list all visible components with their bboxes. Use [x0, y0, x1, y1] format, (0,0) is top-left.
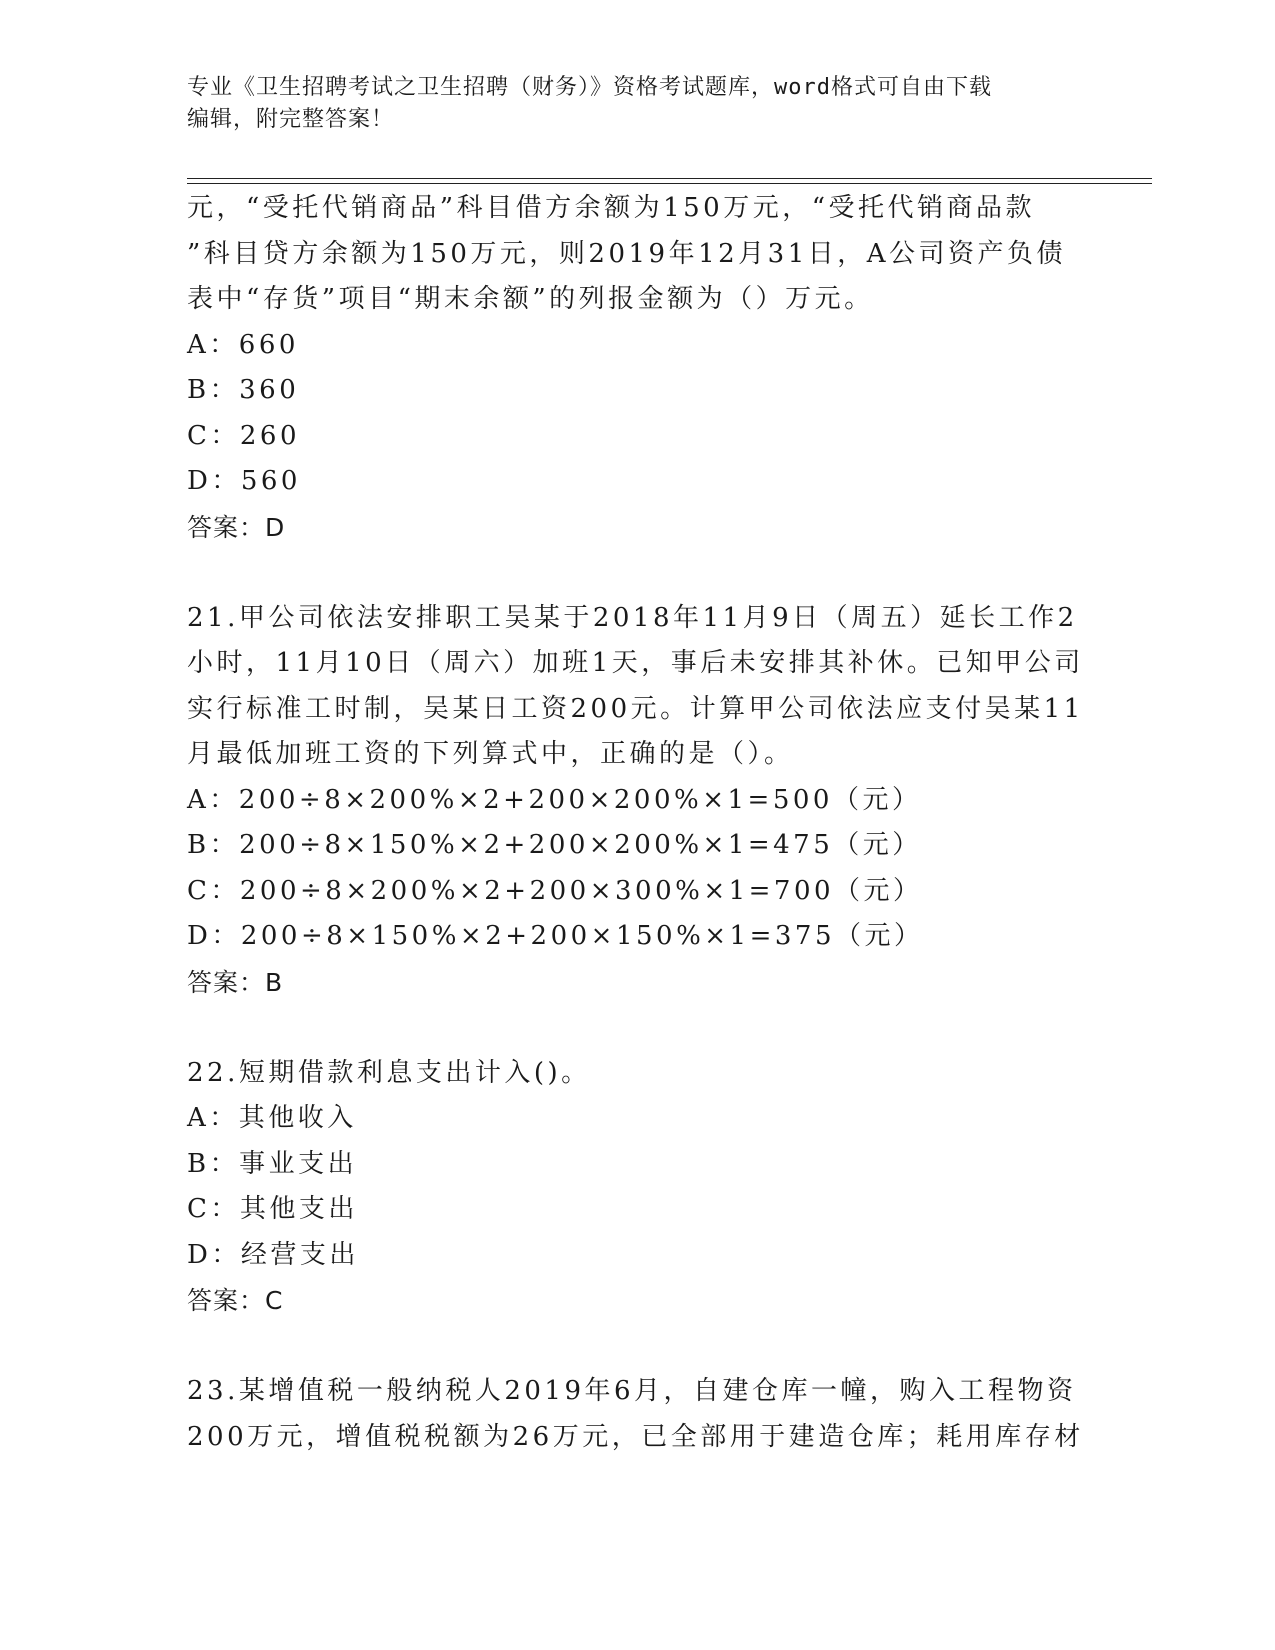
option-b: B：事业支出	[187, 1148, 358, 1179]
option-a: A：200÷8×200%×2+200×200%×1=500（元）	[187, 784, 922, 815]
question-stem-line: ”科目贷方余额为150万元，则2019年12月31日，A公司资产负债	[187, 238, 1067, 269]
header-line-1: 专业《卫生招聘考试之卫生招聘（财务）》资格考试题库，word格式可自由下载	[187, 75, 992, 100]
option-d: D：经营支出	[187, 1239, 359, 1270]
question-stem-line: 月最低加班工资的下列算式中，正确的是（）。	[187, 739, 794, 769]
option-c: C：其他支出	[187, 1194, 358, 1224]
option-a: A：660	[187, 329, 299, 360]
option-b: B：360	[187, 375, 300, 405]
question-20	[187, 186, 1087, 550]
option-d: D：560	[187, 466, 301, 496]
answer: 答案：C	[187, 1286, 284, 1315]
answer: 答案：B	[187, 967, 284, 997]
question-spacer	[187, 1005, 1087, 1051]
option-a: A：其他收入	[187, 1103, 357, 1133]
document-header	[187, 72, 1087, 136]
option-c: C：260	[187, 420, 301, 451]
question-stem-line: 23.某增值税一般纳税人2019年6月，自建仓库一幢，购入工程物资	[187, 1376, 1077, 1406]
header-line-2: 编辑，附完整答案！	[187, 107, 395, 132]
question-spacer	[187, 550, 1087, 596]
question-stem-line: 21.甲公司依法安排职工吴某于2018年11月9日（周五）延长工作2	[187, 602, 1078, 633]
question-stem-line: 实行标准工时制，吴某日工资200元。计算甲公司依法应支付吴某11	[187, 693, 1084, 724]
answer: 答案：D	[187, 512, 286, 542]
question-23	[187, 1369, 1087, 1460]
option-d: D：200÷8×150%×2+200×150%×1=375（元）	[187, 921, 924, 951]
question-list	[187, 186, 1087, 1460]
question-spacer	[187, 1324, 1087, 1370]
question-stem-line: 表中“存货”项目“期末余额”的列报金额为（）万元。	[187, 284, 874, 314]
option-b: B：200÷8×150%×2+200×200%×1=475（元）	[187, 830, 922, 860]
question-stem-line: 22.短期借款利息支出计入()。	[187, 1057, 591, 1088]
question-22	[187, 1051, 1087, 1324]
question-stem-line: 小时，11月10日（周六）加班1天，事后未安排其补休。已知甲公司	[187, 648, 1084, 678]
option-c: C：200÷8×200%×2+200×300%×1=700（元）	[187, 875, 923, 906]
header-divider-top	[187, 178, 1152, 179]
question-stem-line: 元，“受托代销商品”科目借方余额为150万元，“受托代销商品款	[187, 193, 1036, 223]
header-divider-bottom	[187, 183, 1152, 184]
question-21	[187, 596, 1087, 1006]
question-stem-line: 200万元，增值税税额为26万元，已全部用于建造仓库；耗用库存材	[187, 1421, 1084, 1452]
